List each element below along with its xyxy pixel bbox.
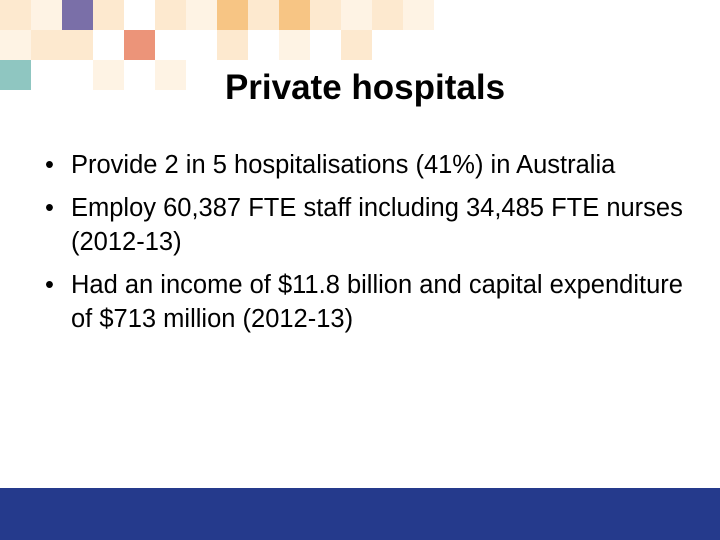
mosaic-tile — [124, 30, 155, 60]
bullet-text: Provide 2 in 5 hospitalisations (41%) in Australia — [71, 151, 616, 179]
bullet-item — [45, 191, 685, 259]
mosaic-tile — [93, 0, 124, 30]
mosaic-tile — [248, 0, 279, 30]
mosaic-tile — [372, 0, 403, 30]
bullet-text: Had an income of $11.8 billion and capital expenditure of $713 million (2012-13) — [71, 271, 683, 333]
mosaic-tile — [186, 0, 217, 30]
mosaic-tile — [341, 0, 372, 30]
mosaic-tile — [279, 30, 310, 60]
footer-bar — [0, 488, 720, 540]
mosaic-tile — [217, 30, 248, 60]
bullet-text: Employ 60,387 FTE staff including 34,485 FTE nurses (2012-13) — [71, 194, 683, 256]
bullet-item — [45, 268, 685, 336]
bullet-list — [45, 148, 685, 345]
mosaic-tile — [217, 0, 248, 30]
mosaic-tile — [155, 0, 186, 30]
mosaic-tile — [341, 30, 372, 60]
mosaic-tile — [0, 30, 31, 60]
mosaic-tile — [31, 0, 62, 30]
mosaic-tile — [279, 0, 310, 30]
mosaic-tile — [0, 0, 31, 30]
mosaic-tile — [62, 0, 93, 30]
bullet-item — [45, 148, 685, 182]
mosaic-tile — [31, 30, 62, 60]
mosaic-tile — [310, 0, 341, 30]
bullet-glyph: • — [45, 271, 54, 299]
mosaic-tile — [403, 0, 434, 30]
slide-title: Private hospitals — [224, 68, 506, 107]
bullet-glyph: • — [45, 194, 54, 222]
bullet-glyph: • — [45, 151, 54, 179]
mosaic-tile — [62, 30, 93, 60]
